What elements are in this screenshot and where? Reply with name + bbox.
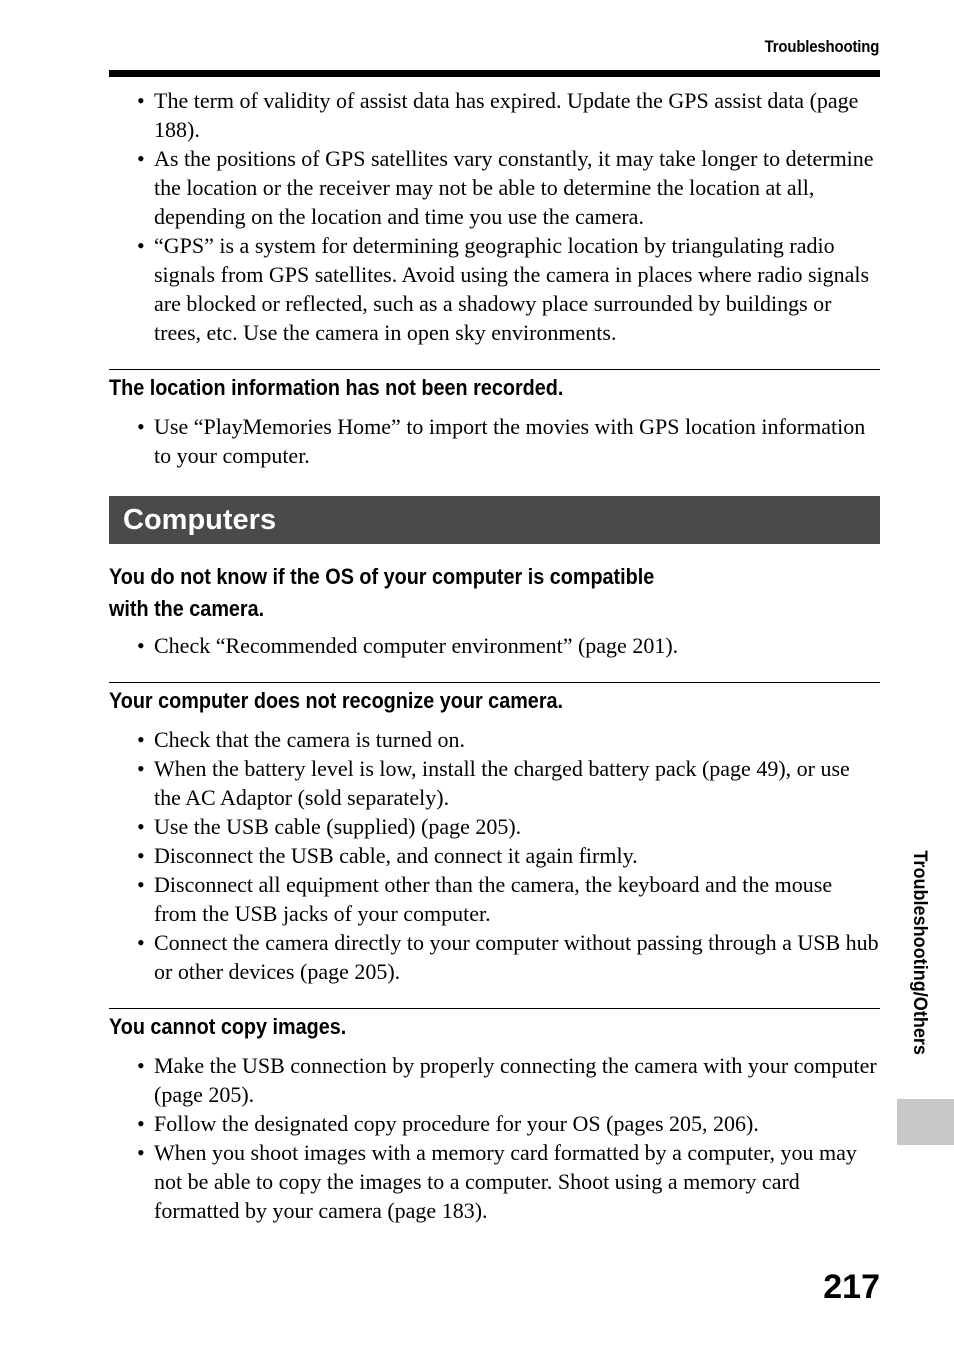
list-item: • Connect the camera directly to your computer without passing through a USB hub or other devices (page 205). [109, 928, 880, 986]
recognize-bullet-list [109, 725, 880, 986]
list-item: • Follow the designated copy procedure for your OS (pages 205, 206). [109, 1109, 880, 1138]
location-heading: The location information has not been recorded. [109, 375, 564, 400]
list-item: • “GPS” is a system for determining geographic location by triangulating radio signals from GPS satellites. Avoid using the camera in places where radio signals are blocked or reflected, such as a shadowy place surrounded by buildings or trees, etc. Use the camera in open sky environments. [109, 231, 880, 347]
section-divider [109, 1008, 880, 1009]
list-item: • Use “PlayMemories Home” to import the movies with GPS location information to your computer. [109, 412, 880, 470]
list-item: • Check “Recommended computer environment” (page 201). [109, 631, 880, 660]
section-title-bar: Computers [109, 496, 880, 544]
os-bullet-list [109, 631, 880, 660]
location-bullet-list [109, 412, 880, 470]
list-item: • Disconnect the USB cable, and connect it again firmly. [109, 841, 880, 870]
copy-heading: You cannot copy images. [109, 1014, 347, 1039]
list-item: • Disconnect all equipment other than the camera, the keyboard and the mouse from the USB jacks of your computer. [109, 870, 880, 928]
section-divider [109, 369, 880, 370]
intro-bullet-list [109, 86, 880, 347]
page-content [109, 85, 880, 1225]
recognize-heading: Your computer does not recognize your camera. [109, 688, 564, 713]
running-header: Troubleshooting [764, 37, 879, 56]
header-rule [109, 70, 880, 77]
side-tab-label: Troubleshooting/Others [909, 850, 930, 1055]
list-item: • Check that the camera is turned on. [109, 725, 880, 754]
page-number: 217 [823, 1268, 880, 1306]
copy-bullet-list [109, 1051, 880, 1225]
list-item: • Make the USB connection by properly connecting the camera with your computer (page 205). [109, 1051, 880, 1109]
os-heading: You do not know if the OS of your computer is compatible with the camera. [109, 564, 655, 621]
section-divider [109, 682, 880, 683]
list-item: • When the battery level is low, install the charged battery pack (page 49), or use the AC Adaptor (sold separately). [109, 754, 880, 812]
list-item: • When you shoot images with a memory card formatted by a computer, you may not be able to copy the images to a computer. Shoot using a memory card formatted by your camera (page 183). [109, 1138, 880, 1225]
list-item: • Use the USB cable (supplied) (page 205). [109, 812, 880, 841]
list-item: • As the positions of GPS satellites vary constantly, it may take longer to determine the location or the receiver may not be able to determine the location at all, depending on the location and time you use the camera. [109, 144, 880, 231]
list-item: • The term of validity of assist data has expired. Update the GPS assist data (page 188). [109, 86, 880, 144]
side-tab-marker [897, 1099, 954, 1145]
